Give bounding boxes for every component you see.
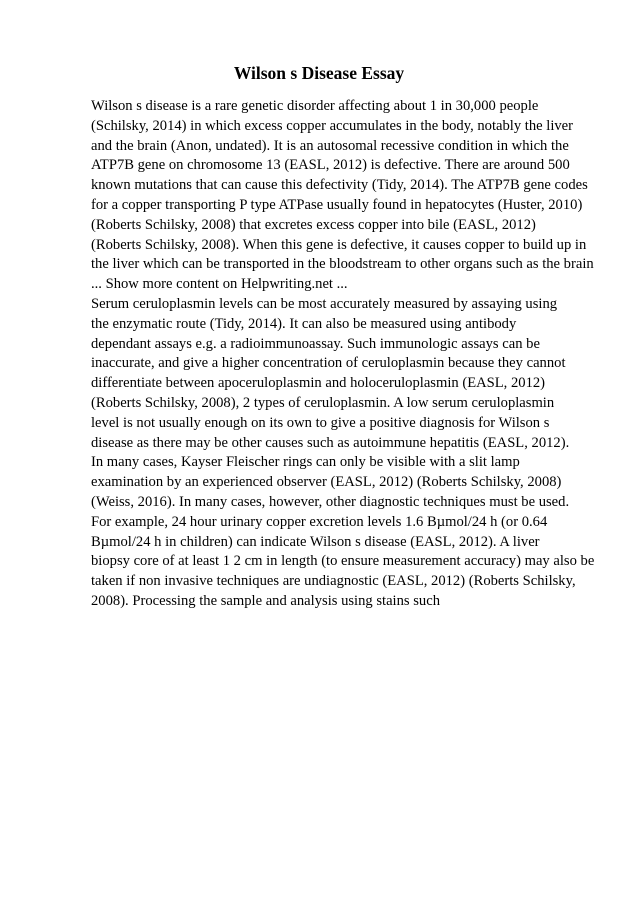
text-line: inaccurate, and give a higher concentration of ceruloplasmin because they cannot	[91, 355, 566, 372]
text-line: ATP7B gene on chromosome 13 (EASL, 2012) is defective. There are around 500	[91, 157, 570, 174]
text-line: for a copper transporting P type ATPase usually found in hepatocytes (Huster, 2010)	[91, 196, 583, 213]
text-line: dependant assays e.g. a radioimmunoassay. Such immunologic assays can be	[91, 335, 540, 352]
text-line: the enzymatic route (Tidy, 2014). It can also be measured using antibody	[91, 315, 517, 332]
document-title: Wilson s Disease Essay	[233, 63, 405, 83]
text-line: disease as there may be other causes such as autoimmune hepatitis (EASL, 2012).	[91, 434, 570, 451]
document-body	[91, 97, 601, 612]
text-line: (Schilsky, 2014) in which excess copper accumulates in the body, notably the liver	[91, 117, 574, 134]
text-line: Wilson s disease is a rare genetic disorder affecting about 1 in 30,000 people	[91, 98, 539, 114]
text-line: Bµmol/24 h in children) can indicate Wilson s disease (EASL, 2012). A liver	[91, 533, 540, 550]
text-line: For example, 24 hour urinary copper excretion levels 1.6 Bµmol/24 h (or 0.64	[91, 513, 548, 530]
text-line: 2008). Processing the sample and analysis using stains such	[91, 592, 440, 609]
text-line: taken if non invasive techniques are undiagnostic (EASL, 2012) (Roberts Schilsky,	[91, 573, 576, 590]
text-line: (Roberts Schilsky, 2008) that excretes excess copper into bile (EASL, 2012)	[91, 216, 536, 233]
text-line: biopsy core of at least 1 2 cm in length (to ensure measurement accuracy) may also be	[91, 553, 595, 570]
text-line: In many cases, Kayser Fleischer rings can only be visible with a slit lamp	[91, 454, 520, 471]
text-line: known mutations that can cause this defectivity (Tidy, 2014). The ATP7B gene codes	[91, 177, 588, 194]
text-line: and the brain (Anon, undated). It is an autosomal recessive condition in which the	[91, 137, 569, 154]
text-line: Serum ceruloplasmin levels can be most accurately measured by assaying using	[91, 295, 558, 312]
text-line: (Roberts Schilsky, 2008), 2 types of ceruloplasmin. A low serum ceruloplasmin	[91, 394, 555, 411]
show-more-link[interactable]: ... Show more content on Helpwriting.net ...	[91, 276, 348, 293]
text-line: (Weiss, 2016). In many cases, however, other diagnostic techniques must be used.	[91, 493, 570, 510]
text-line: the liver which can be transported in the bloodstream to other organs such as the brain	[91, 256, 594, 273]
text-line: differentiate between apoceruloplasmin and holoceruloplasmin (EASL, 2012)	[91, 375, 546, 392]
text-line: examination by an experienced observer (EASL, 2012) (Roberts Schilsky, 2008)	[91, 474, 562, 491]
text-line: level is not usually enough on its own to give a positive diagnosis for Wilson s	[91, 414, 550, 431]
text-line: (Roberts Schilsky, 2008). When this gene is defective, it causes copper to build up in	[91, 236, 587, 253]
